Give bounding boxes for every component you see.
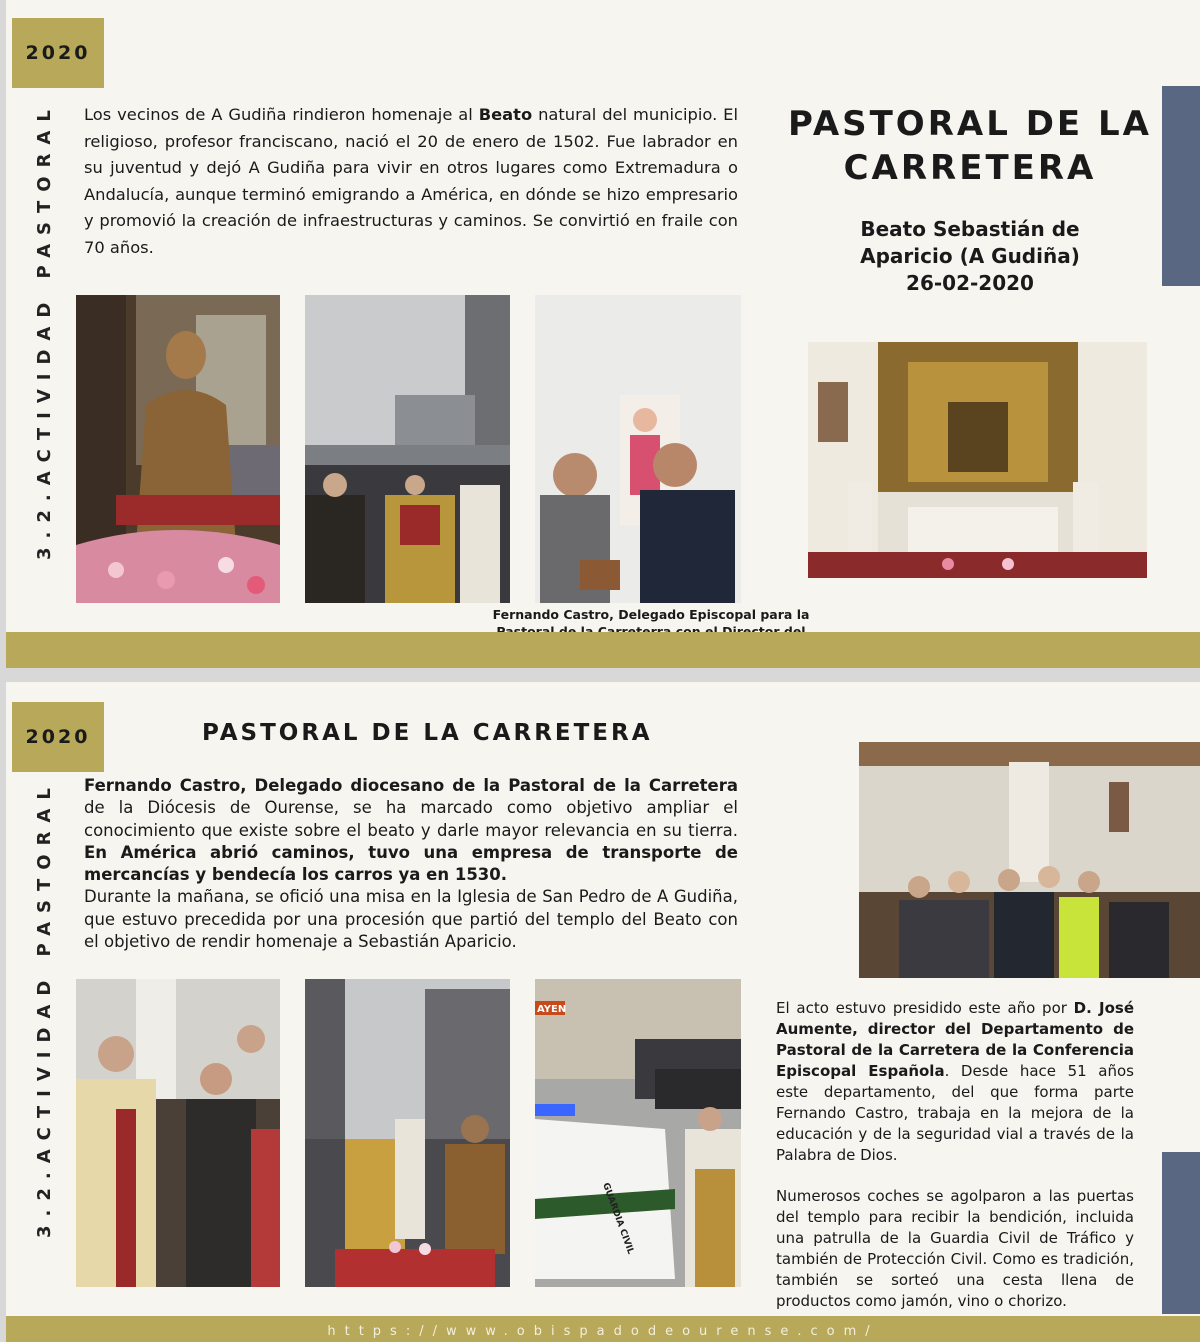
page-title: PASTORAL DE LA CARRETERA [202,720,653,746]
photo-handshake [535,295,741,603]
website-url: https://www.obispadodeourense.com/ [327,1324,879,1339]
paragraph-3: El acto estuvo presidido este año por D. José Aumente, director del Departamento de Pastoral de la Carretera de la Conferencia Episcopal Española. Desde hace 51 años este departamento, del que forma parte Fernando Castro, trabaja en la mejora de la educación y de la seguridad vial a través de la Palabra de Dios. [776,999,1135,1164]
subtitle-line-2: Aparicio (A Gudiña) [860,244,1080,268]
vertical-section-label: 3.2.ACTIVIDAD PASTORAL [34,779,55,1238]
subtitle-date: 26-02-2020 [906,271,1034,295]
photo-guardia-civil-car [535,979,741,1287]
photo-church-congregation [859,742,1200,978]
paragraph-1: Fernando Castro, Delegado diocesano de la Pastoral de la Carretera de la Diócesis de Ourense, se ha marcado como objetivo ampliar el conocimiento que existe sobre el beato y darle mayor relevancia en su tierra. En América abrió caminos, tuvo una empresa de transporte de mercancías y bendecía los carros ya en 1530. Durante la mañana, se ofició una misa en la Iglesia de San Pedro de A Gudiña, que estuvo precedida por una procesión que partió del templo del Beato con el objetivo de rendir homenaje a Sebastián Aparicio. [84,776,738,952]
page-2 [6,682,1200,1342]
photo-statue-procession [305,979,510,1287]
vertical-section-label: 3.2.ACTIVIDAD PASTORAL [34,101,55,560]
page-title: PASTORAL DE LA CARRETERA [788,104,1152,188]
shop-sign-text: AYEN [537,1004,567,1015]
photo-altar-mass [808,342,1147,578]
intro-paragraph: Los vecinos de A Gudiña rindieron homenaje al Beato natural del municipio. El religioso, profesor franciscano, nació el 20 de enero de 1502. Fue labrador en su juventud y dejó A Gudiña para vivir en otros lugares como Extremadura o Andalucía, aunque terminó emigrando a América, en dónde se hizo empresario y promovió la creación de infraestructuras y caminos. Se convirtió en fraile con 70 años. [84,105,738,257]
blue-accent-bar [1162,1152,1200,1314]
subtitle-line-1: Beato Sebastián de [860,217,1080,241]
car-text: GUARDIA CIVIL [600,1181,636,1256]
photo-blessing-faithful [76,979,280,1287]
blue-accent-bar [1162,86,1200,286]
year-badge: 2020 [12,18,104,88]
footer-gold-bar [6,632,1200,668]
photo-caption: Fernando Castro, Delegado Episcopal para la [492,607,810,622]
paragraph-4: Numerosos coches se agolparon a las puertas del templo para recibir la bendición, incluida una patrulla de la Guardia Civil de Tráfico y también de Protección Civil. Como es tradición, también se sorteó una cesta llena de productos como jamón, vino o chorizo. [776,1187,1134,1310]
photo-beato-statue [76,295,280,603]
subtitle [814,216,1126,297]
photo-procession-street [305,295,510,603]
year-badge: 2020 [12,702,104,772]
page-1 [6,0,1200,668]
